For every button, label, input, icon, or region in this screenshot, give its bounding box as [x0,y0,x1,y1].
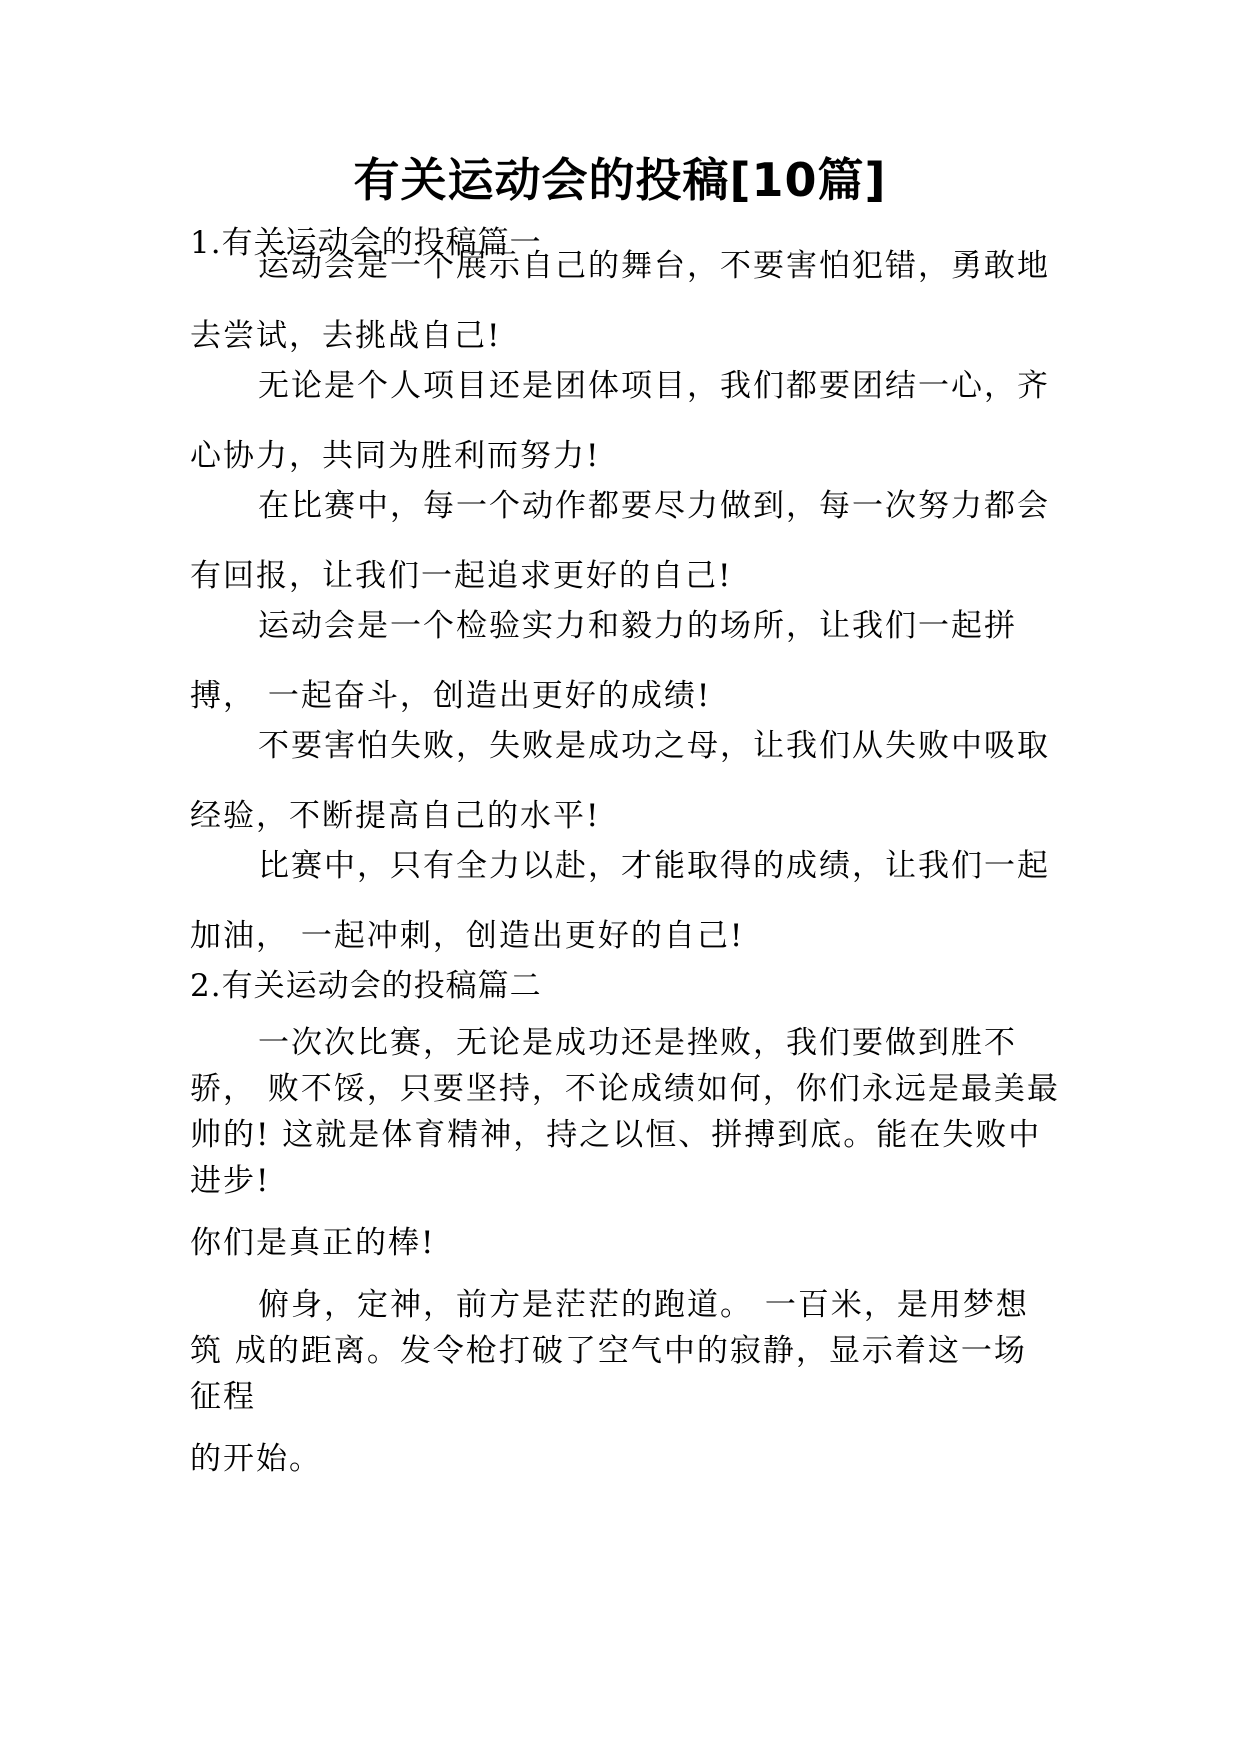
paragraph-line: 不要害怕失败，失败是成功之母，让我们从失败中吸取 [258,728,1050,764]
paragraph-line: 帅的! 这就是体育精神，持之以恒、拼搏到底。能在失败中 [190,1117,1042,1153]
paragraph-line: 征程 [190,1379,256,1415]
paragraph-line: 你们是真正的棒! [190,1225,436,1261]
paragraph-line: 经验，不断提高自己的水平! [190,798,601,834]
paragraph-line: 搏， 一起奋斗，创造出更好的成绩! [190,678,712,714]
paragraph-line: 筑 成的距离。发令枪打破了空气中的寂静，显示着这一场 [190,1333,1027,1369]
paragraph-line: 在比赛中，每一个动作都要尽力做到，每一次努力都会 [258,488,1050,524]
paragraph-line: 的开始。 [190,1441,322,1477]
paragraph-line: 运动会是一个检验实力和毅力的场所，让我们一起拼 [258,608,1017,644]
paragraph-line: 骄， 败不馁，只要坚持，不论成绩如何，你们永远是最美最 [190,1071,1060,1107]
paragraph-line: 运动会是一个展示自己的舞台，不要害怕犯错，勇敢地 [258,248,1050,284]
section-heading-2: 2.有关运动会的投稿篇二 [190,968,542,1004]
paragraph-line: 无论是个人项目还是团体项目，我们都要团结一心，齐 [258,368,1050,404]
paragraph-line: 一次次比赛，无论是成功还是挫败，我们要做到胜不 [258,1025,1017,1061]
paragraph-line: 去尝试，去挑战自己! [190,318,502,354]
document-title: 有关运动会的投稿[10篇] [353,153,887,207]
paragraph-line: 俯身，定神，前方是茫茫的跑道。 一百米，是用梦想 [258,1287,1029,1323]
paragraph-line: 有回报，让我们一起追求更好的自己! [190,558,733,594]
paragraph-line: 心协力，共同为胜利而努力! [190,438,601,474]
paragraph-line: 比赛中，只有全力以赴，才能取得的成绩，让我们一起 [258,848,1050,884]
paragraph-line: 进步! [190,1163,271,1199]
paragraph-line: 加油， 一起冲刺，创造出更好的自己! [190,918,745,954]
section-heading-1: 1.有关运动会的投稿篇一 [190,225,542,261]
